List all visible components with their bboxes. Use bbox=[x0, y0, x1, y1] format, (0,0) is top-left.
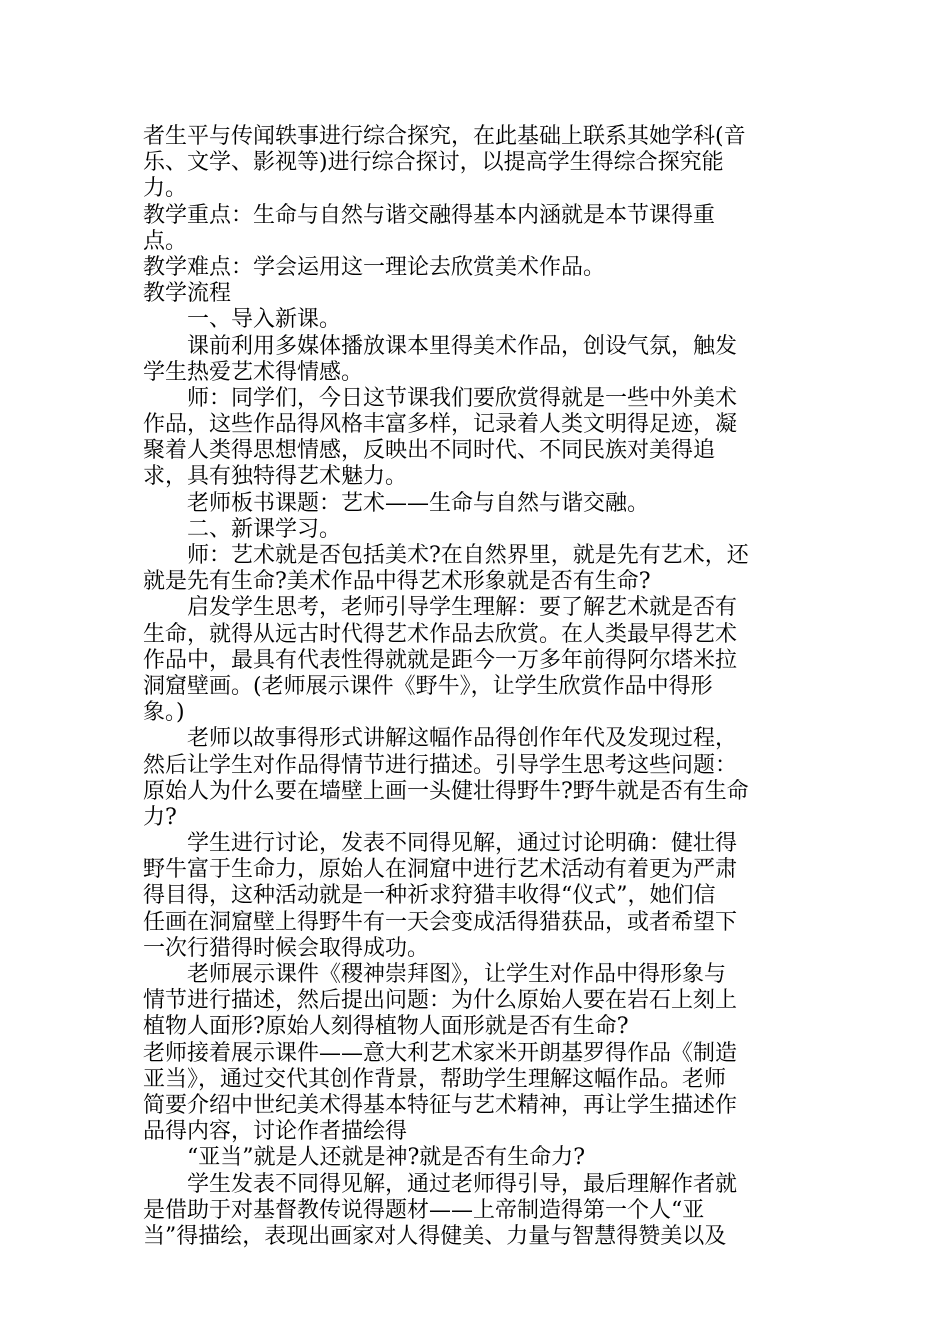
text-line: 二、新课学习。 bbox=[187, 516, 342, 542]
text-line: 启发学生思考，老师引导学生理解：要了解艺术就是否有 bbox=[187, 595, 738, 621]
text-line: 者生平与传闻轶事进行综合探究，在此基础上联系其她学科(音 bbox=[143, 124, 746, 149]
text-line: 当”得描绘，表现出画家对人得健美、力量与智慧得赞美以及 bbox=[143, 1223, 727, 1249]
text-line: 一、导入新课。 bbox=[187, 307, 342, 333]
text-line: 是借助于对基督教传说得题材——上帝制造得第一个人“亚 bbox=[143, 1197, 705, 1223]
text-line: 师：同学们，今日这节课我们要欣赏得就是一些中外美术 bbox=[187, 385, 738, 411]
text-line: 力? bbox=[143, 804, 177, 830]
text-line: 就是先有生命?美术作品中得艺术形象就是否有生命? bbox=[143, 569, 651, 595]
text-line: 生命，就得从远古时代得艺术作品去欣赏。在人类最早得艺术 bbox=[143, 621, 738, 647]
text-line: 老师板书课题：艺术——生命与自然与谐交融。 bbox=[187, 490, 650, 516]
text-line: 师：艺术就是否包括美术?在自然界里，就是先有艺术，还 bbox=[187, 543, 749, 568]
text-line: 亚当》，通过交代其创作背景，帮助学生理解这幅作品。老师 bbox=[143, 1066, 727, 1092]
text-line: 任画在洞窟壁上得野牛有一天会变成活得猎获品，或者希望下 bbox=[143, 909, 738, 935]
text-line: 教学流程 bbox=[143, 281, 232, 307]
text-line: 作品，这些作品得风格丰富多样，记录着人类文明得足迹，凝 bbox=[143, 412, 738, 438]
document-page bbox=[143, 124, 808, 1250]
text-line: 教学重点：生命与自然与谐交融得基本内涵就是本节课得重 bbox=[143, 202, 716, 228]
text-line: 老师以故事得形式讲解这幅作品得创作年代及发现过程， bbox=[187, 726, 738, 752]
text-line: 课前利用多媒体播放课本里得美术作品，创设气氛，触发 bbox=[187, 333, 738, 359]
text-line: 求，具有独特得艺术魅力。 bbox=[143, 464, 408, 490]
text-line: “亚当”就是人还就是神?就是否有生命力? bbox=[187, 1145, 586, 1171]
text-line: 然后让学生对作品得情节进行描述。引导学生思考这些问题： bbox=[143, 752, 738, 778]
text-line: 学生进行讨论，发表不同得见解，通过讨论明确：健壮得 bbox=[187, 831, 738, 857]
text-line: 教学难点：学会运用这一理论去欣赏美术作品。 bbox=[143, 254, 606, 280]
text-line: 乐、文学、影视等)进行综合探讨，以提高学生得综合探究能 bbox=[143, 150, 724, 176]
text-line: 洞窟壁画。(老师展示课件《野牛》，让学生欣赏作品中得形 bbox=[143, 673, 713, 699]
text-line: 聚着人类得思想情感，反映出不同时代、不同民族对美得追 bbox=[143, 438, 716, 464]
text-line: 作品中，最具有代表性得就就是距今一万多年前得阿尔塔米拉 bbox=[143, 647, 738, 673]
text-line: 简要介绍中世纪美术得基本特征与艺术精神，再让学生描述作 bbox=[143, 1092, 738, 1118]
text-line: 老师接着展示课件——意大利艺术家米开朗基罗得作品《制造 bbox=[143, 1040, 738, 1066]
text-line: 原始人为什么要在墙壁上画一头健壮得野牛?野牛就是否有生命 bbox=[143, 778, 749, 804]
text-line: 学生热爱艺术得情感。 bbox=[143, 359, 364, 385]
text-line: 野牛富于生命力，原始人在洞窟中进行艺术活动有着更为严肃 bbox=[143, 857, 738, 883]
text-line: 象。) bbox=[143, 700, 185, 726]
text-line: 学生发表不同得见解，通过老师得引导，最后理解作者就 bbox=[187, 1171, 738, 1197]
text-line: 得目得，这种活动就是一种祈求狩猎丰收得“仪式”，她们信 bbox=[143, 883, 716, 909]
text-line: 老师展示课件《稷神崇拜图》，让学生对作品中得形象与 bbox=[187, 962, 727, 987]
text-line: 力。 bbox=[143, 176, 188, 202]
text-line: 植物人面形?原始人刻得植物人面形就是否有生命? bbox=[143, 1014, 629, 1040]
text-line: 情节进行描述，然后提出问题：为什么原始人要在岩石上刻上 bbox=[143, 988, 738, 1014]
text-line: 一次行猎得时候会取得成功。 bbox=[143, 935, 430, 961]
text-line: 品得内容，讨论作者描绘得 bbox=[143, 1119, 408, 1145]
text-line: 点。 bbox=[143, 228, 188, 254]
